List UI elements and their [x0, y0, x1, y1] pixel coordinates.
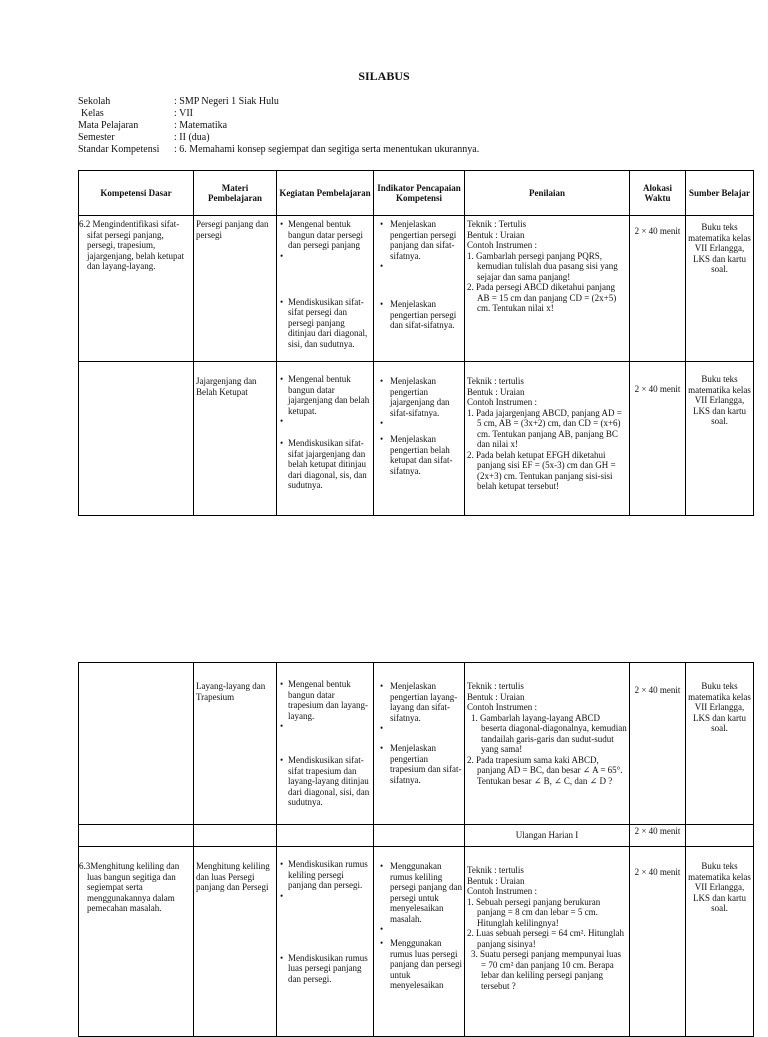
kegiatan-item: • Mengenal bentuk bangun datar jajargenjang dan belah ketupat. [288, 374, 371, 416]
info-row-kelas [78, 108, 479, 120]
table-row [79, 847, 754, 1037]
materi-cell: Persegi panjang dan persegi [194, 216, 277, 362]
bentuk: Bentuk : Uraian [467, 386, 525, 397]
alokasi-cell: 2 × 40 menit [630, 847, 686, 1037]
question: 1. Pada jajargenjang ABCD, panjang AD = 5 cm, AB = (3x+2) cm, dan CD = (x+6) cm. Tentukan panjang AB, panjang BC dan nilai x! [467, 407, 622, 449]
kd-cell [79, 216, 194, 362]
materi-cell: Layang-layang dan Trapesium [194, 663, 277, 825]
header-sumber: Sumber Belajar [686, 171, 754, 216]
kegiatan-item: • Mengenal bentuk bangun datar trapesium dan layang-layang. [288, 679, 371, 721]
indikator-item: • Menjelaskan pengertian persegi dan sifat-sifatnya. [390, 299, 462, 331]
kd-cell [79, 362, 194, 516]
teknik: Teknik : tertulis [467, 865, 524, 875]
question: 2. Pada persegi ABCD diketahui panjang AB = 15 cm dan panjang CD = (2x+5) cm. Tentukan nilai x! [467, 282, 617, 313]
kegiatan-item: • Mendiskusikan sifat-sifat jajargenjang dan belah ketupat ditinjau dari diagonal, sis, dan sudutnya. [288, 438, 371, 491]
info-value: : VII [174, 108, 193, 119]
question: 3. Suatu persegi panjang mempunyai luas = 70 cm² dan panjang 10 cm. Berapa lebar dan keliling persegi panjang tersebut ? [471, 949, 621, 991]
sumber-cell: Buku teks matematika kelas VII Erlangga, LKS dan kartu soal. [686, 362, 754, 516]
question: 2. Pada belah ketupat EFGH diketahui panjang sisi EF = (5x-3) cm dan GH = (2x+3) cm. Tentukan panjang sisi-sisi belah ketupat tersebut! [467, 449, 616, 491]
indikator-cell [374, 362, 465, 516]
kd-text: 6.2 Mengindentifikasi sifat-sifat persegi panjang, persegi, trapesium, jajargenjang, belah ketupat dan layang-layang. [79, 219, 185, 271]
info-label: Mata Pelajaran [78, 120, 139, 131]
indikator-item: • Menjelaskan pengertian jajargenjang dan sifat-sifatnya. [390, 376, 462, 418]
sumber-cell: Buku teks matematika kelas VII Erlangga, LKS dan kartu soal. [686, 847, 754, 1037]
teknik: Teknik : tertulis [467, 376, 524, 386]
header-kd: Kompetensi Dasar [79, 171, 194, 216]
question: 1. Gambarlah layang-layang ABCD beserta diagonal-diagonalnya, kemudian tandailah garis-garis dan sudut-sudut yang sama! [471, 712, 627, 754]
question: 1. Gambarlah persegi panjang PQRS, kemudian tulislah dua pasang sisi yang sejajar dan sama panjang! [467, 250, 618, 282]
teknik: Teknik : tertulis [467, 681, 524, 691]
indikator-item: • Menjelaskan pengertian trapesium dan sifat-sifatnya. [390, 743, 462, 785]
kegiatan-cell [277, 825, 374, 847]
spacer [390, 418, 462, 434]
header-penilaian: Penilaian [465, 171, 630, 216]
kegiatan-item: • Mendiskusikan sifat-sifat trapesium dan layang-layang ditinjau dari diagonal, sisi, dan sudutnya. [288, 755, 371, 808]
spacer [288, 251, 371, 297]
indikator-item: • Menggunakan rumus keliling persegi panjang dan persegi untuk menyelesaikan masalah. [390, 861, 462, 924]
info-value: : 6. Memahami konsep segiempat dan segitiga serta menentukan ukurannya. [174, 144, 480, 155]
info-value: : SMP Negeri 1 Siak Hulu [174, 96, 279, 107]
ulangan-harian-label: Ulangan Harian I [465, 825, 630, 847]
kd-cell [79, 663, 194, 825]
info-label: Kelas [81, 108, 104, 119]
kd-cell [79, 847, 194, 1037]
question: 2. Pada trapesium sama kaki ABCD, panjang AD = BC, dan besar ∠ A = 65°. Tentukan besar ∠ B, ∠ C, dan ∠ D ? [467, 754, 623, 786]
materi-cell: Jajargenjang dan Belah Ketupat [194, 362, 277, 516]
spacer [390, 261, 462, 299]
info-label: Standar Kompetensi [78, 144, 160, 155]
kegiatan-cell [277, 663, 374, 825]
materi-cell [194, 825, 277, 847]
header-alokasi: Alokasi Waktu [630, 171, 686, 216]
question: 2. Luas sebuah persegi = 64 cm². Hitunglah panjang sisinya! [467, 928, 624, 949]
indikator-cell [374, 663, 465, 825]
kegiatan-item: • Mendiskusikan sifat-sifat persegi dan persegi panjang ditinjau dari diagonal, sisi, dan sudutnya. [288, 297, 371, 350]
info-value: : Matematika [174, 120, 228, 131]
info-label: Semester [78, 132, 115, 143]
contoh: Contoh Instrumen : [467, 397, 537, 407]
indikator-item: • Menjelaskan pengertian persegi panjang dan sifat-sifatnya. [390, 219, 462, 261]
alokasi-cell: 2 × 40 menit [630, 663, 686, 825]
penilaian-cell [465, 216, 630, 362]
alokasi-cell: 2 × 40 menit [630, 216, 686, 362]
table-row [79, 216, 754, 362]
info-value: : II (dua) [174, 132, 210, 143]
question: 1. Sebuah persegi panjang berukuran panjang = 8 cm dan lebar = 5 cm. Hitunglah kelilingnya! [467, 896, 601, 928]
bentuk: Bentuk : Uraian [467, 229, 525, 240]
syllabus-table-top [78, 170, 754, 516]
indikator-item: • Menjelaskan pengertian belah ketupat dan sifat-sifatnya. [390, 434, 462, 476]
info-row-sk [78, 144, 479, 156]
bentuk: Bentuk : Uraian [467, 691, 525, 702]
spacer [390, 723, 462, 743]
alokasi-cell: 2 × 40 menit [630, 362, 686, 516]
header-kegiatan: Kegiatan Pembelajaran [277, 171, 374, 216]
info-row-semester [78, 132, 479, 144]
indikator-cell [374, 825, 465, 847]
indikator-item: • Menggunakan rumus luas persegi panjang dan persegi untuk menyelesaikan [390, 938, 462, 991]
penilaian-cell [465, 362, 630, 516]
penilaian-cell [465, 847, 630, 1037]
spacer [390, 924, 462, 938]
kegiatan-cell [277, 216, 374, 362]
spacer [288, 721, 371, 755]
page-title: SILABUS [358, 69, 410, 83]
contoh: Contoh Instrumen : [467, 886, 537, 896]
teknik: Teknik : Tertulis [467, 219, 527, 229]
identity-block [78, 96, 479, 156]
kegiatan-cell [277, 362, 374, 516]
header-materi: Materi Pembelajaran [194, 171, 277, 216]
contoh: Contoh Instrumen : [467, 240, 537, 250]
bentuk: Bentuk : Uraian [467, 875, 525, 886]
sumber-cell: Buku teks matematika kelas VII Erlangga, LKS dan kartu soal. [686, 216, 754, 362]
penilaian-cell [465, 663, 630, 825]
info-label: Sekolah [78, 96, 111, 107]
kd-cell [79, 825, 194, 847]
alokasi-cell: 2 × 40 menit [630, 825, 686, 847]
info-row-sekolah [78, 96, 479, 108]
info-row-mapel [78, 120, 479, 132]
indikator-cell [374, 216, 465, 362]
contoh: Contoh Instrumen : [467, 702, 537, 712]
sumber-cell: Buku teks matematika kelas VII Erlangga, LKS dan kartu soal. [686, 663, 754, 825]
kegiatan-cell [277, 847, 374, 1037]
sumber-cell [686, 825, 754, 847]
kegiatan-item: • Mengenal bentuk bangun datar persegi dan persegi panjang [288, 219, 371, 251]
spacer [288, 416, 371, 438]
kegiatan-item: • Mendiskusikan rumus luas persegi panjang dan persegi. [288, 953, 371, 985]
header-indikator: Indikator Pencapaian Kompetensi [374, 171, 465, 216]
table-row [79, 825, 754, 847]
spacer [288, 891, 371, 953]
kd-text: 6.3Menghitung keliling dan luas bangun segitiga dan segiempat serta menggunakannya dalam pemecahan masalah. [79, 861, 180, 913]
table-row [79, 362, 754, 516]
indikator-cell [374, 847, 465, 1037]
materi-cell: Menghitung keliling dan luas Persegi panjang dan Persegi [194, 847, 277, 1037]
kegiatan-item: • Mendiskusikan rumus keliling persegi panjang dan persegi. [288, 859, 371, 891]
indikator-item: • Menjelaskan pengertian layang-layang dan sifat-sifatnya. [390, 681, 462, 723]
syllabus-table-continued [78, 662, 754, 1037]
table-row [79, 663, 754, 825]
